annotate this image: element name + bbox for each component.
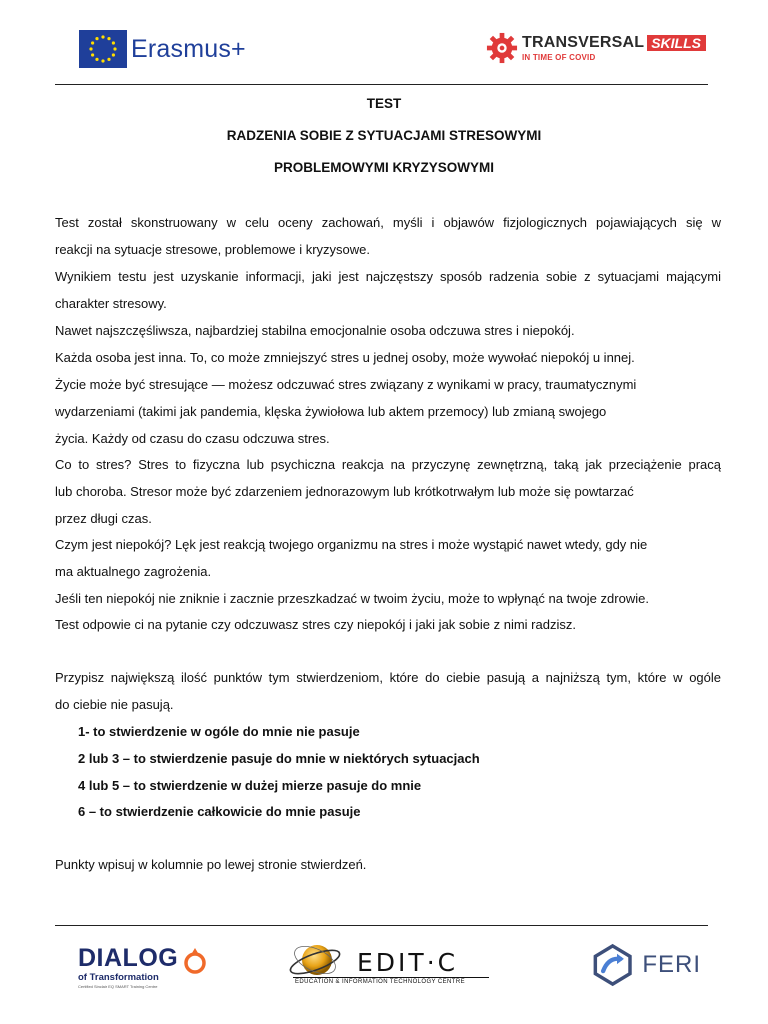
dialog-label: DIALOG (78, 944, 179, 972)
dialog-tiny-text: Certified Sinclair EQ SMART Training Centre (78, 984, 158, 989)
body-text-line: ma aktualnego zagrożenia. (55, 564, 212, 579)
dialog-ring-icon (182, 946, 208, 976)
editc-label: EDIT·C (357, 948, 459, 977)
transversal-skills-logo (486, 28, 706, 68)
erasmus-label: Erasmus+ (131, 34, 246, 63)
body-text-line: przez długi czas. (55, 511, 152, 526)
dialog-subtitle: of Transformation (78, 972, 159, 983)
transversal-label: TRANSVERSAL (522, 33, 645, 51)
document-subtitle-line-2: PROBLEMOWYMI KRYZYSOWYMI (274, 160, 494, 175)
body-text-line: wydarzeniami (takimi jak pandemia, klęska żywiołowa lub aktem przemocy) lub zmianą swojego (55, 404, 607, 419)
body-text-line: Wynikiem testu jest uzyskanie informacji, jaki jest najczęstszy sposób radzenia sobie z sytuacjami mającymi (55, 269, 721, 284)
document-subtitle-line-1: RADZENIA SOBIE Z SYTUACJAMI STRESOWYMI (226, 128, 542, 143)
skills-badge: SKILLS (647, 35, 706, 51)
body-text-line: Każda osoba jest inna. To, co może zmniejszyć stres u jednej osoby, może wywołać niepokój u innej. (55, 350, 635, 365)
document-title: TEST (366, 96, 402, 111)
scale-item: 6 – to stwierdzenie całkowicie do mnie pasuje (78, 804, 361, 819)
closing-line: Punkty wpisuj w kolumnie po lewej stronie stwierdzeń. (55, 857, 367, 872)
body-text-line: Test został skonstruowany w celu oceny zachowań, myśli i objawów fizjologicznych pojawiających się w (55, 215, 721, 230)
dialog-of-transformation-logo (78, 946, 210, 988)
header-divider (55, 84, 708, 85)
instruction-line: Przypisz największą ilość punktów tym stwierdzeniom, które do ciebie pasują a najniższą tym, które w ogóle (55, 670, 721, 685)
eu-flag-icon (79, 30, 127, 68)
body-text-line: Nawet najszczęśliwsza, najbardziej stabilna emocjonalnie osoba odczuwa stres i niepokój. (55, 323, 575, 338)
editc-logo (285, 938, 495, 990)
editc-underline (293, 977, 489, 978)
transversal-subtitle: IN TIME OF COVID (522, 52, 596, 62)
feri-logo (591, 940, 701, 990)
body-text-line: Test odpowie ci na pytanie czy odczuwasz stres czy niepokój i jaki jak sobie z nimi radzisz. (55, 617, 576, 632)
editc-subtitle: EDUCATION & INFORMATION TECHNOLOGY CENTRE (295, 979, 465, 985)
footer-divider (55, 925, 708, 926)
body-text-line: Życie może być stresujące — możesz odczuwać stres związany z wynikami w pracy, traumatycznymi (55, 377, 637, 392)
body-text-line: charakter stresowy. (55, 296, 167, 311)
erasmus-logo (79, 30, 246, 68)
body-text-line: lub choroba. Stresor może być zdarzeniem jednorazowym lub krótkotrwałym lub może się powtarzać (55, 484, 634, 499)
body-text-line: życia. Każdy od czasu do czasu odczuwa stres. (55, 431, 330, 446)
scale-item: 1- to stwierdzenie w ogóle do mnie nie pasuje (78, 724, 360, 739)
body-text-line: Co to stres? Stres to fizyczna lub psychiczna reakcja na przyczynę zewnętrzną, taką jak przeciążenie pracą (55, 457, 721, 472)
scale-item: 4 lub 5 – to stwierdzenie w dużej mierze pasuje do mnie (78, 778, 422, 793)
scale-item: 2 lub 3 – to stwierdzenie pasuje do mnie w niektórych sytuacjach (78, 751, 480, 766)
gear-icon (486, 31, 518, 65)
body-text-line: Jeśli ten niepokój nie zniknie i zacznie przeszkadzać w twoim życiu, może to wpłynąć na twoje zdrowie. (55, 591, 649, 606)
feri-arrow-icon (591, 940, 634, 990)
body-text-line: reakcji na sytuacje stresowe, problemowe i kryzysowe. (55, 242, 371, 257)
instruction-line: do ciebie nie pasują. (55, 697, 174, 712)
feri-label: FERI (642, 951, 701, 978)
body-text-line: Czym jest niepokój? Lęk jest reakcją twojego organizmu na stres i może wystąpić nawet wtedy, gdy nie (55, 537, 648, 552)
